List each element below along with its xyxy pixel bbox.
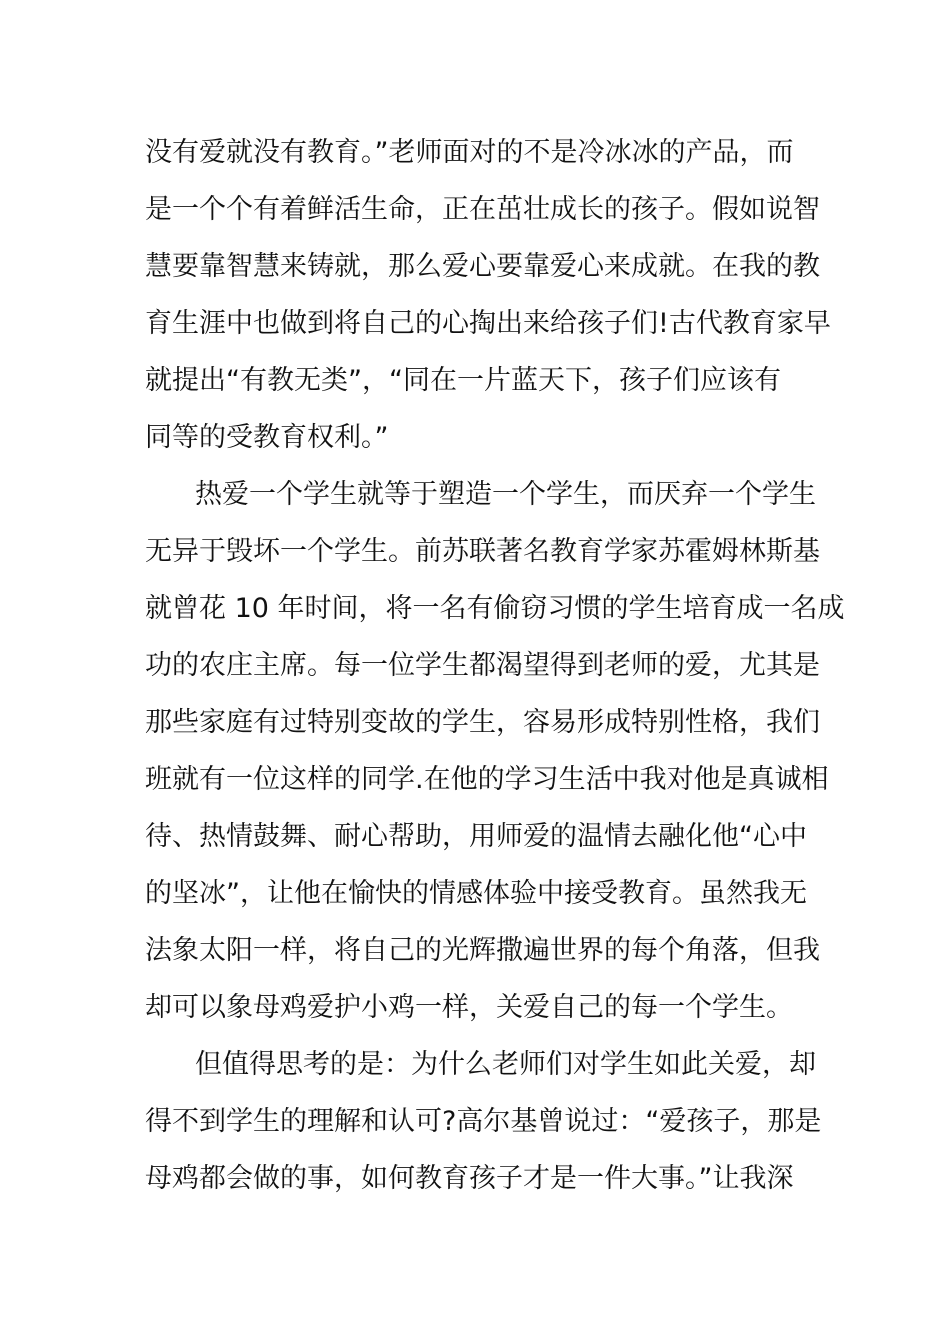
paragraph-1-line-5: 就提出“有教无类”，“同在一片蓝天下，孩子们应该有 (145, 365, 781, 396)
paragraph-1-line-6: 同等的受教育权利。” (145, 422, 389, 453)
paragraph-3-line-3: 母鸡都会做的事，如何教育孩子才是一件大事。”让我深 (145, 1163, 794, 1194)
paragraph-3-line-2: 得不到学生的理解和认可?高尔基曾说过：“爱孩子，那是 (145, 1106, 822, 1137)
paragraph-2-line-6: 班就有一位这样的同学.在他的学习生活中我对他是真诚相 (145, 764, 829, 795)
paragraph-3-line-1: 但值得思考的是：为什么老师们对学生如此关爱，却 (195, 1049, 816, 1080)
paragraph-1-line-4: 育生涯中也做到将自己的心掏出来给孩子们!古代教育家早 (145, 308, 831, 339)
paragraph-1-line-3: 慧要靠智慧来铸就，那么爱心要靠爱心来成就。在我的教 (145, 251, 820, 282)
paragraph-2-line-10: 却可以象母鸡爱护小鸡一样，关爱自己的每一个学生。 (145, 992, 793, 1023)
paragraph-2-line-5: 那些家庭有过特别变故的学生，容易形成特别性格，我们 (145, 707, 820, 738)
paragraph-2-line-8: 的坚冰”，让他在愉快的情感体验中接受教育。虽然我无 (145, 878, 807, 909)
paragraph-2-line-3: 就曾花 10 年时间，将一名有偷窃习惯的学生培育成一名成 (145, 593, 845, 624)
paragraph-1-line-1: 没有爱就没有教育。”老师面对的不是冷冰冰的产品，而 (145, 137, 794, 168)
paragraph-2-line-9: 法象太阳一样，将自己的光辉撒遍世界的每个角落，但我 (145, 935, 820, 966)
paragraph-2-line-1: 热爱一个学生就等于塑造一个学生，而厌弃一个学生 (195, 479, 816, 510)
paragraph-1-line-2: 是一个个有着鲜活生命，正在茁壮成长的孩子。假如说智 (145, 194, 820, 225)
paragraph-2-line-2: 无异于毁坏一个学生。前苏联著名教育学家苏霍姆林斯基 (145, 536, 820, 567)
paragraph-2-line-4: 功的农庄主席。每一位学生都渴望得到老师的爱，尤其是 (145, 650, 820, 681)
paragraph-2-line-7: 待、热情鼓舞、耐心帮助，用师爱的温情去融化他“心中 (145, 821, 807, 852)
